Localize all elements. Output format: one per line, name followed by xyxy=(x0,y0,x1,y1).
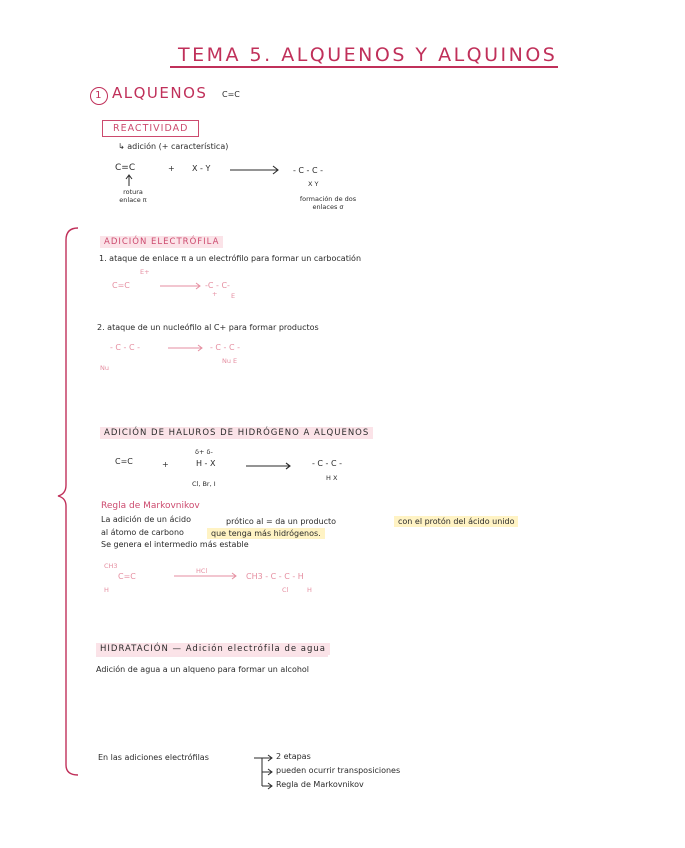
reactividad-label: REACTIVIDAD xyxy=(102,120,199,137)
reagent-formula: X - Y xyxy=(192,164,211,173)
step1-text: 1. ataque de enlace π a un electrófilo para formar un carbocatión xyxy=(99,254,362,263)
summary-lead: En las adiciones electrófilas xyxy=(98,753,209,762)
example-hcl: HCl xyxy=(196,567,208,575)
step1-product: -C - C- xyxy=(205,281,230,290)
sigma-bond-note: formación de dos enlaces σ xyxy=(299,195,357,211)
summary-item: pueden ocurrir transposiciones xyxy=(276,766,401,775)
subsection-heading: ADICIÓN ELECTRÓFILA xyxy=(100,237,223,247)
step1-electrophile: E+ xyxy=(140,268,150,276)
markovnikov-line2a: al átomo de carbono xyxy=(101,528,184,537)
markovnikov-line2b: que tenga más hidrógenos. xyxy=(207,529,325,538)
halides-heading: ADICIÓN DE HALUROS DE HIDRÓGENO A ALQUENOS xyxy=(100,428,373,438)
summary-item: 2 etapas xyxy=(276,752,311,761)
markovnikov-line1c: con el protón del ácido unido xyxy=(394,517,518,526)
section-number: 1 xyxy=(90,87,108,105)
halide-product-substituents: H X xyxy=(326,474,338,482)
section-heading xyxy=(90,84,207,105)
halide-charges: δ+ δ- xyxy=(195,448,213,456)
halide-note: Cl, Br, I xyxy=(192,480,216,488)
hydration-text: Adición de agua a un alqueno para formar un alcohol xyxy=(96,665,310,674)
carbocation-charge: + xyxy=(212,290,218,298)
product-substituents: X Y xyxy=(308,180,319,188)
step2-product: - C - C - xyxy=(210,343,241,352)
title-underline xyxy=(170,66,558,68)
product-formula: - C - C - xyxy=(293,166,324,175)
example-h: H xyxy=(104,586,109,594)
halide-product: - C - C - xyxy=(312,459,343,468)
step1-e-label: E xyxy=(231,292,236,300)
pi-bond-note: rotura enlace π xyxy=(119,188,147,204)
nucleophile-label: Nu xyxy=(100,364,109,372)
reactant-formula: C=C xyxy=(115,163,136,173)
markovnikov-line3: Se genera el intermedio más estable xyxy=(101,540,249,549)
curly-brace xyxy=(58,228,78,775)
reactividad-note: ↳ adición (+ característica) xyxy=(118,142,229,151)
step2-text: 2. ataque de un nucleófilo al C+ para formar productos xyxy=(97,323,319,332)
example-cl: Cl xyxy=(282,586,289,594)
halide-reactant: C=C xyxy=(115,457,133,466)
plus-sign: + xyxy=(168,164,175,173)
step2-reactant: - C - C - xyxy=(110,343,141,352)
halide-reagent: H - X xyxy=(196,459,216,468)
page-title: TEMA 5. ALQUENOS Y ALQUINOS xyxy=(178,44,558,66)
hydration-heading: HIDRATACIÓN — Adición electrófila de agua xyxy=(96,644,330,654)
example-product: CH3 - C - C - H xyxy=(246,572,304,581)
markovnikov-line1b: prótico al = da un producto xyxy=(226,517,337,526)
halide-plus: + xyxy=(162,460,169,469)
markovnikov-line1a: La adición de un ácido xyxy=(101,515,191,524)
step1-reactant: C=C xyxy=(112,281,130,290)
markovnikov-heading: Regla de Markovnikov xyxy=(101,501,200,511)
example-h2: H xyxy=(307,586,312,594)
step2-product-labels: Nu E xyxy=(222,357,238,365)
summary-item: Regla de Markovnikov xyxy=(276,780,364,789)
example-reactant: C=C xyxy=(118,572,136,581)
example-ch3: CH3 xyxy=(104,562,118,570)
section-formula: C=C xyxy=(222,90,240,99)
section-title: ALQUENOS xyxy=(112,84,208,102)
